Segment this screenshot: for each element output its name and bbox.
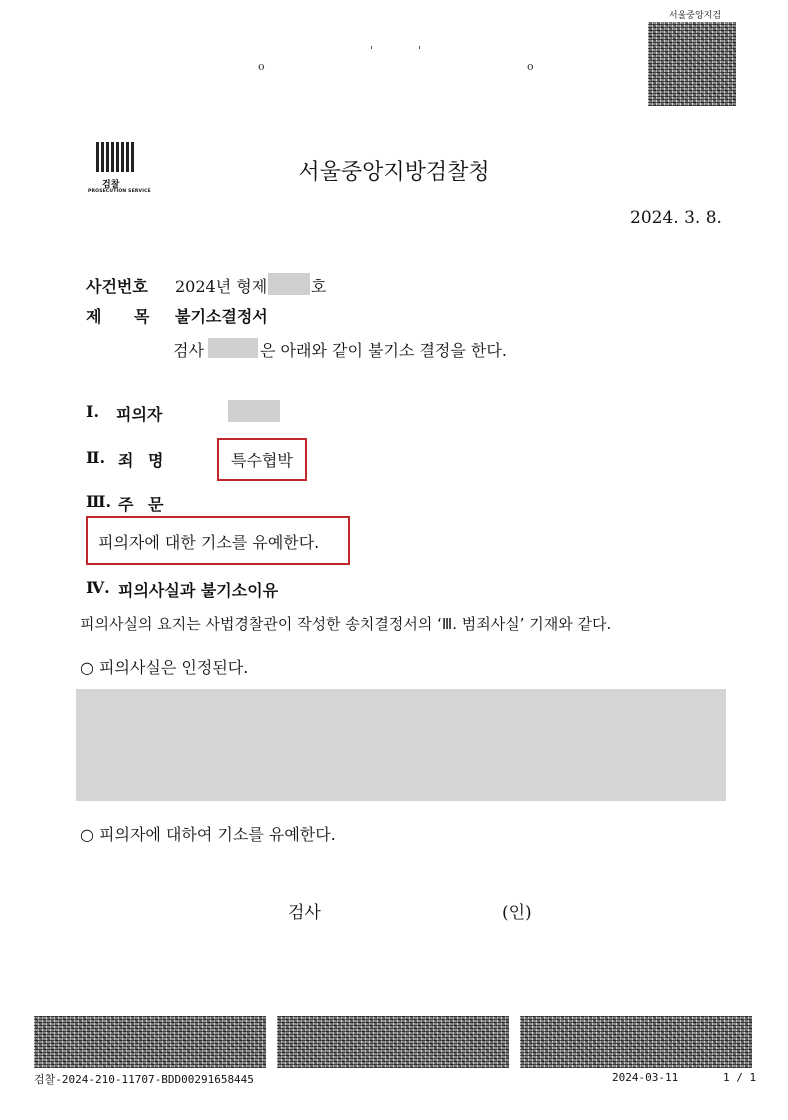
document-date: 2024. 3. 8. [630,208,722,228]
intro-text: 은 아래와 같이 불기소 결정을 한다. [260,341,507,360]
subject-label-a: 제 [86,307,102,326]
signature-title: 검사 [288,903,321,923]
section-2-title-b: 명 [148,451,164,470]
footer-page-number: 1 / 1 [723,1071,757,1084]
footer-barcode-2 [277,1016,509,1068]
footer-print-date: 2024-03-11 [612,1071,679,1084]
subject-value: 불기소결정서 [175,307,268,326]
scan-mark: ' [370,44,374,57]
facts-summary: 피의사실의 요지는 사법경찰관이 작성한 송치결정서의 ‘Ⅲ. 범죄사실’ 기재와 같다. [80,615,612,633]
footer-barcode-1 [34,1016,266,1068]
signature-seal: (인) [502,903,532,923]
top-barcode [648,22,736,106]
scan-mark: ' [418,44,422,57]
redacted-facts-panel [76,689,726,801]
redacted-prosecutor [208,338,258,358]
case-number-prefix: 2024년 형제 [175,277,268,296]
seal-label: 서울중앙지검 [668,11,722,21]
charge-value: 특수협박 [231,451,293,470]
section-1-number: Ⅰ. [86,402,100,421]
footer-barcode-3 [520,1016,752,1068]
bullet-suspension: ○ 피의자에 대하여 기소를 유예한다. [80,825,336,844]
logo-title: 검찰 [102,180,120,190]
redacted-suspect-name [228,400,280,422]
bullet-facts-recognized: ○ 피의사실은 인정된다. [80,658,249,677]
section-4-number: Ⅳ. [86,578,110,597]
case-number-suffix: 호 [311,277,327,296]
office-name: 서울중앙지방검찰청 [298,160,490,185]
section-3-title-a: 주 [118,495,134,514]
subject-label-b: 목 [134,307,150,326]
section-2-title-a: 죄 [118,451,134,470]
disposition-value: 피의자에 대한 기소를 유예한다. [98,533,320,552]
scan-mark: o [258,60,265,73]
scan-mark: o [527,60,534,73]
footer-doc-id: 검찰-2024-210-11707-BDD00291658445 [34,1073,254,1086]
section-3-number: Ⅲ. [86,492,112,511]
section-1-title: 피의자 [116,405,163,424]
case-number-label: 사건번호 [86,277,148,296]
section-2-number: Ⅱ. [86,448,106,467]
redacted-case-number [268,273,310,295]
section-3-title-b: 문 [148,495,164,514]
section-4-title: 피의사실과 불기소이유 [118,581,279,600]
intro-prefix: 검사 [173,341,204,360]
logo-subtitle: PROSECUTION SERVICE [88,189,151,194]
